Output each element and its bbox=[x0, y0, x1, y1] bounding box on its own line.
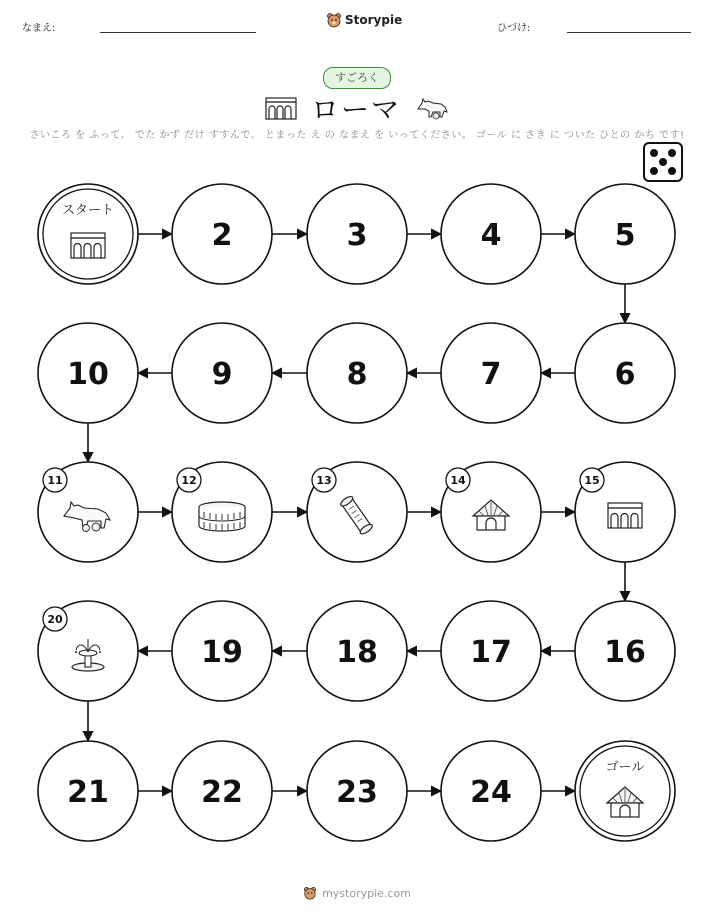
board-space-7[interactable] bbox=[441, 323, 541, 423]
board-space-15[interactable] bbox=[575, 462, 675, 562]
board-space-8[interactable] bbox=[307, 323, 407, 423]
board-space-10[interactable] bbox=[38, 323, 138, 423]
board-space-12[interactable] bbox=[172, 462, 272, 562]
page-title: ローマ bbox=[310, 93, 401, 126]
space-number: 14 bbox=[450, 474, 466, 487]
space-number: 10 bbox=[67, 357, 109, 392]
space-number: 22 bbox=[201, 775, 243, 810]
board-space-4[interactable] bbox=[441, 184, 541, 284]
space-number: 8 bbox=[346, 357, 368, 392]
board-space-13[interactable] bbox=[307, 462, 407, 562]
board-space-9[interactable] bbox=[172, 323, 272, 423]
space-number: 15 bbox=[584, 474, 600, 487]
space-number: 23 bbox=[336, 775, 378, 810]
space-number: 19 bbox=[201, 635, 243, 670]
space-number: 17 bbox=[470, 635, 512, 670]
space-number: 12 bbox=[181, 474, 197, 487]
game-type-badge: すごろく bbox=[323, 67, 391, 89]
board-space-24[interactable] bbox=[441, 741, 541, 841]
bear-mascot-icon bbox=[303, 886, 317, 900]
board-space-2[interactable] bbox=[172, 184, 272, 284]
board-space-22[interactable] bbox=[172, 741, 272, 841]
board-space-23[interactable] bbox=[307, 741, 407, 841]
brand-name: Storypie bbox=[345, 13, 403, 27]
board-space-5[interactable] bbox=[575, 184, 675, 284]
footer-url[interactable]: mystorypie.com bbox=[322, 886, 411, 900]
date-label: ひづけ: bbox=[497, 23, 531, 34]
space-number: 9 bbox=[211, 357, 233, 392]
board-space-6[interactable] bbox=[575, 323, 675, 423]
board-space-18[interactable] bbox=[307, 601, 407, 701]
space-number: 3 bbox=[346, 218, 368, 253]
space-number: 4 bbox=[480, 218, 502, 253]
board-space-14[interactable] bbox=[441, 462, 541, 562]
footer bbox=[0, 886, 714, 900]
space-number: 11 bbox=[47, 474, 63, 487]
board-space-3[interactable] bbox=[307, 184, 407, 284]
colosseum-icon bbox=[199, 502, 245, 531]
space-number: 6 bbox=[614, 357, 636, 392]
space-number: 20 bbox=[47, 613, 63, 626]
space-number: 21 bbox=[67, 775, 109, 810]
board-space-17[interactable] bbox=[441, 601, 541, 701]
space-number: 16 bbox=[604, 635, 646, 670]
board-space-19[interactable] bbox=[172, 601, 272, 701]
board-space-21[interactable] bbox=[38, 741, 138, 841]
space-number: 13 bbox=[316, 474, 332, 487]
start-space[interactable] bbox=[38, 184, 138, 284]
space-number: 5 bbox=[614, 218, 636, 253]
board-space-11[interactable] bbox=[38, 462, 138, 562]
name-label: なまえ: bbox=[22, 23, 56, 34]
board-space-16[interactable] bbox=[575, 601, 675, 701]
space-number: 18 bbox=[336, 635, 378, 670]
goal-space[interactable] bbox=[575, 741, 675, 841]
space-number: 7 bbox=[480, 357, 502, 392]
space-number: 24 bbox=[470, 775, 512, 810]
goal-label: ゴール bbox=[605, 760, 645, 775]
board-space-20[interactable] bbox=[38, 601, 138, 701]
start-label: スタート bbox=[61, 203, 115, 218]
space-number: 2 bbox=[211, 218, 233, 253]
instructions-text: さいころ を ふって、 でた かず だけ すすんで、 とまった え の なまえ を いってください。 ゴール に さき に ついた ひとの かち です! bbox=[29, 130, 685, 141]
